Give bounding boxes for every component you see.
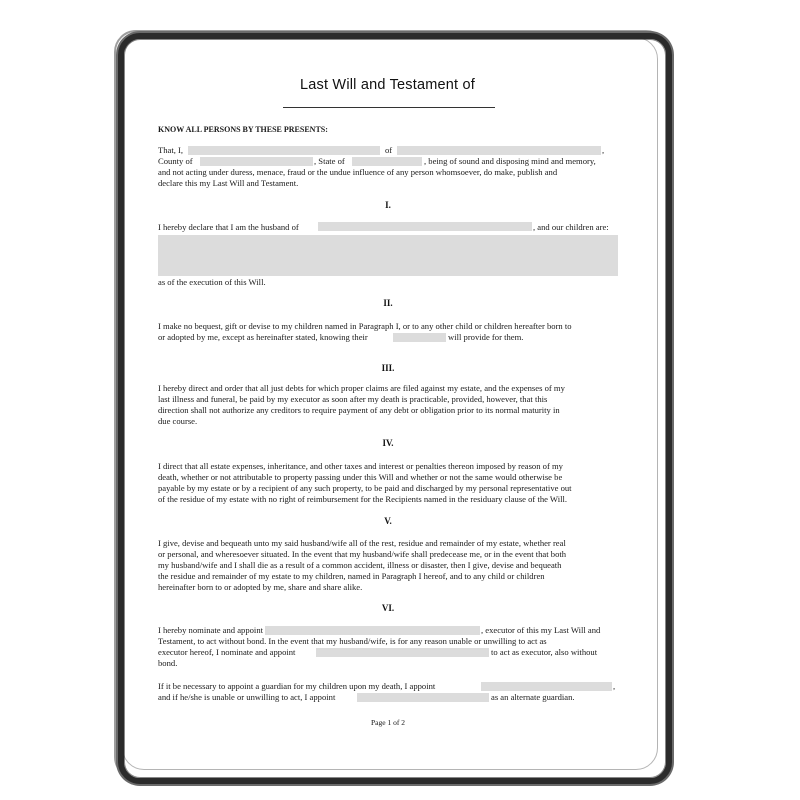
testator-name-field[interactable] — [188, 146, 380, 155]
guardian-name-field[interactable] — [481, 682, 612, 691]
guardian-line1-a: If it be necessary to appoint a guardian for my children upon my death, I appoint — [158, 681, 436, 691]
intro-heading: KNOW ALL PERSONS BY THESE PRESENTS: — [158, 125, 328, 134]
section-III-line: direction shall not authorize any creditors to require payment of any debt or obligation prior to its normal maturity in — [158, 405, 560, 415]
section-VI-line1-b: , executor of this my Last Will and — [481, 625, 601, 635]
document-title: Last Will and Testament of — [300, 77, 475, 93]
spouse-name-field[interactable] — [318, 222, 532, 231]
section-I-heading: I. — [385, 200, 391, 210]
alternate-guardian-field[interactable] — [357, 693, 489, 702]
section-IV-heading: IV. — [382, 438, 394, 448]
section-I-line1-a: I hereby declare that I am the husband of — [158, 222, 299, 232]
section-IV-line: death, whether or not attributable to property passing under this Will and whether or not the same would otherwise be — [158, 472, 563, 482]
section-II-line2-b: will provide for them. — [448, 332, 524, 342]
county-field[interactable] — [200, 157, 313, 166]
section-II-heading: II. — [383, 298, 393, 308]
section-V-line: the residue and remainder of my estate to my children, named in Paragraph I hereof, and to any child or children — [158, 571, 545, 581]
intro-line1-b: of — [385, 145, 393, 155]
section-III-line: last illness and funeral, be paid by my executor as soon after my death is practicable, provided, however, that this — [158, 394, 548, 404]
children-names-field[interactable] — [158, 235, 618, 276]
section-V-line: hereinafter born to or adopted by me, share and share alike. — [158, 582, 363, 592]
section-I-line1-b: , and our children are: — [533, 222, 609, 232]
section-VI-line3-a: executor hereof, I nominate and appoint — [158, 647, 296, 657]
section-V-line: I give, devise and bequeath unto my said husband/wife all of the rest, residue and remainder of my estate, whether real — [158, 538, 566, 548]
guardian-line2-a: and if he/she is unable or unwilling to act, I appoint — [158, 692, 336, 702]
executor-name-field[interactable] — [265, 626, 480, 635]
section-IV-line: of the residue of my estate with no right of reimbursement for the Recipients named in the residuary clause of the Will. — [158, 494, 568, 504]
section-V-heading: V. — [384, 516, 392, 526]
guardian-line1-b: , — [613, 681, 616, 691]
section-III-line: I hereby direct and order that all just debts for which proper claims are filed against my estate, and the expenses of my — [158, 383, 565, 393]
intro-line2-a: County of — [158, 156, 193, 166]
section-III-line: due course. — [158, 416, 198, 426]
section-IV-line: I direct that all estate expenses, inheritance, and other taxes and interest or penalties thereon imposed by reason of my — [158, 461, 563, 471]
section-VI-heading: VI. — [381, 603, 395, 613]
section-III-heading: III. — [381, 363, 395, 373]
section-V-line: or personal, and wheresoever situated. In the event that my husband/wife shall predecease me, or in the event that both — [158, 549, 567, 559]
intro-line1-c: , — [602, 145, 605, 155]
guardian-line2-b: as an alternate guardian. — [491, 692, 575, 702]
section-VI-line1-a: I hereby nominate and appoint — [158, 625, 264, 635]
intro-line4: declare this my Last Will and Testament. — [158, 178, 299, 188]
section-VI-line4: bond. — [158, 658, 178, 668]
section-IV-line: payable by my estate or by a recipient of any such property, to be paid and discharged by my personal representative out — [158, 483, 572, 493]
testator-address-field[interactable] — [397, 146, 601, 155]
state-field[interactable] — [352, 157, 422, 166]
title-underline — [283, 107, 495, 108]
section-I-line2: as of the execution of this Will. — [158, 277, 266, 287]
section-VI-line3-b: to act as executor, also without — [491, 647, 598, 657]
page-number: Page 1 of 2 — [371, 718, 405, 727]
intro-line3: and not acting under duress, menace, fraud or the undue influence of any person whomsoever, do make, publish and — [158, 167, 558, 177]
intro-line2-c: , being of sound and disposing mind and memory, — [424, 156, 596, 166]
intro-line2-b: , State of — [314, 156, 345, 166]
section-II-line1: I make no bequest, gift or devise to my children named in Paragraph I, or to any other child or children hereafter born to — [158, 321, 572, 331]
alternate-executor-field[interactable] — [316, 648, 489, 657]
section-V-line: my husband/wife and I shall die as a result of a common accident, illness or disaster, then I give, devise and bequeath — [158, 560, 562, 570]
section-VI-line2: Testament, to act without bond. In the event that my husband/wife, is for any reason unable or unwilling to act as — [158, 636, 547, 646]
intro-line1-a: That, I, — [158, 145, 184, 155]
relation-field[interactable] — [393, 333, 446, 342]
section-II-line2-a: or adopted by me, except as hereinafter stated, knowing their — [158, 332, 368, 342]
